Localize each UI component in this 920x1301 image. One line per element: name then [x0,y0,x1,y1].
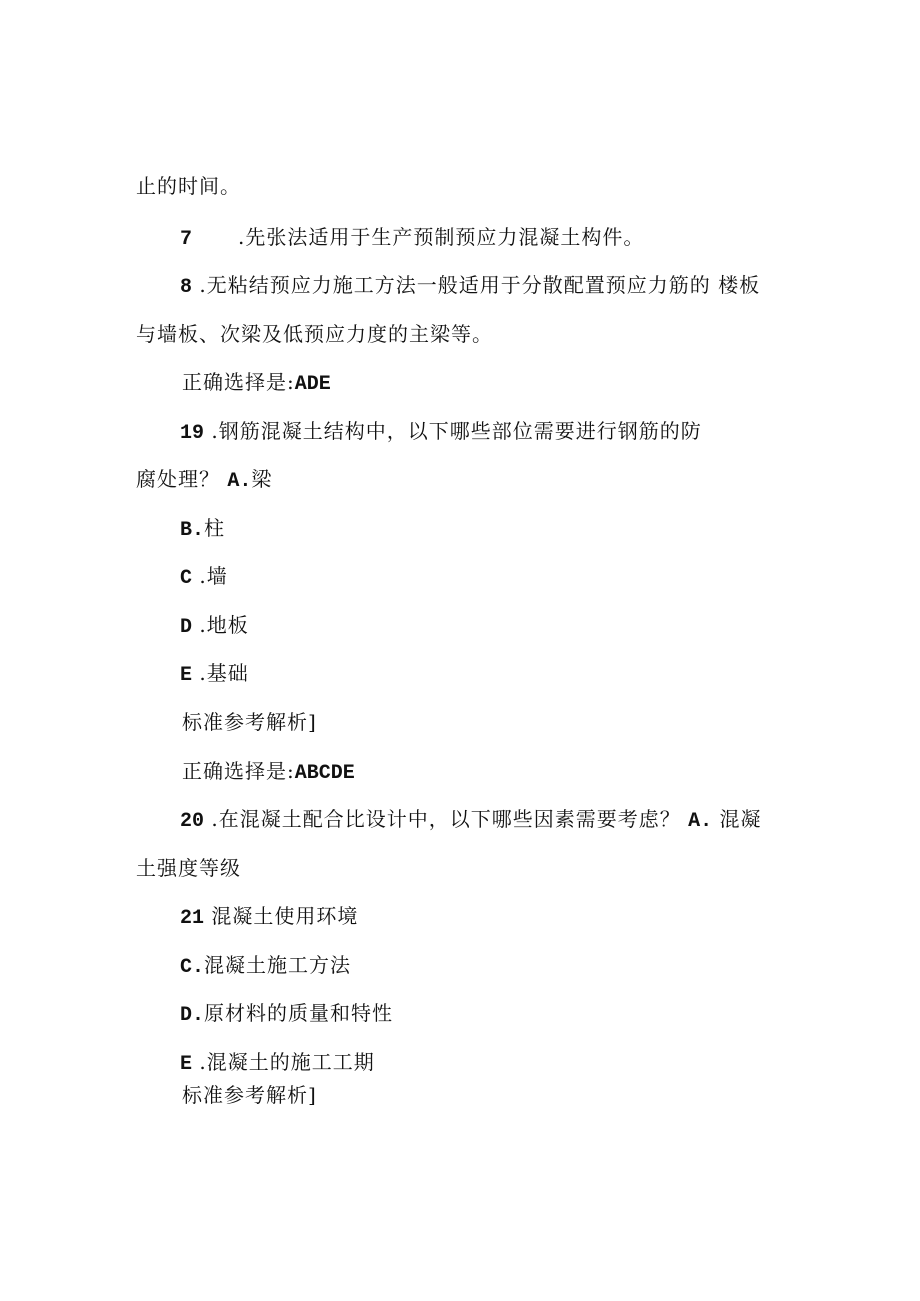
item-19 [180,419,702,446]
text-line [136,174,241,198]
option-letter: E [180,664,193,687]
option-text: 混凝 [719,807,762,831]
option-text: .墙 [199,564,228,588]
item-number: 21 [180,907,205,930]
item-text: .钢筋混凝土结构中，以下哪些部位需要进行钢筋的防 [211,419,702,443]
reference-heading [182,710,317,734]
item-text: .先张法适用于生产预制预应力混凝土构件。 [238,225,645,249]
item-number: 7 [180,228,193,251]
option-text: 原材料的质量和特性 [204,1001,394,1025]
answer-value: ADE [294,373,331,396]
item-number: 20 [180,810,205,833]
option-letter: E [180,1053,193,1076]
line-text: 止的时间。 [136,174,241,198]
option-text: 柱 [204,516,226,540]
option-letter: A. [227,470,252,493]
answer-line [182,370,331,397]
option-d [180,613,249,640]
option-text: .基础 [199,661,249,685]
text-line [136,856,241,880]
answer-line [182,759,355,786]
item-8 [180,273,760,300]
option-d [180,1001,393,1028]
option-e [180,1050,375,1077]
option-text: 梁 [251,467,273,491]
option-letter: A. [688,810,713,833]
item-20 [180,807,761,834]
option-c [180,564,228,591]
line-text: 腐处理？ [136,467,220,491]
option-letter: D. [180,1004,205,1027]
option-text: 混凝土施工方法 [204,953,352,977]
item-text: .无粘结预应力施工方法一般适用于分散配置预应力筋的 楼板 [199,273,761,297]
item-21 [180,904,358,931]
option-e [180,661,249,688]
option-b [180,516,225,543]
text-line [136,467,272,494]
answer-label: 正确选择是: [182,370,295,394]
item-7 [180,225,644,252]
option-letter: C. [180,956,205,979]
option-letter: D [180,616,193,639]
item-number: 8 [180,276,193,299]
item-number: 19 [180,422,205,445]
reference-heading [182,1083,317,1107]
text-line [136,322,493,346]
heading-text: 标准参考解析] [182,1083,317,1107]
line-text: 土强度等级 [136,856,241,880]
option-c [180,953,351,980]
item-text: .在混凝土配合比设计中，以下哪些因素需要考虑？ [211,807,681,831]
option-letter: C [180,567,193,590]
answer-label: 正确选择是: [182,759,295,783]
answer-value: ABCDE [294,762,355,785]
heading-text: 标准参考解析] [182,710,317,734]
item-text: 混凝土使用环境 [211,904,359,928]
line-text: 与墙板、次梁及低预应力度的主梁等。 [136,322,493,346]
option-letter: B. [180,519,205,542]
option-text: .地板 [199,613,249,637]
option-text: .混凝土的施工工期 [199,1050,375,1074]
